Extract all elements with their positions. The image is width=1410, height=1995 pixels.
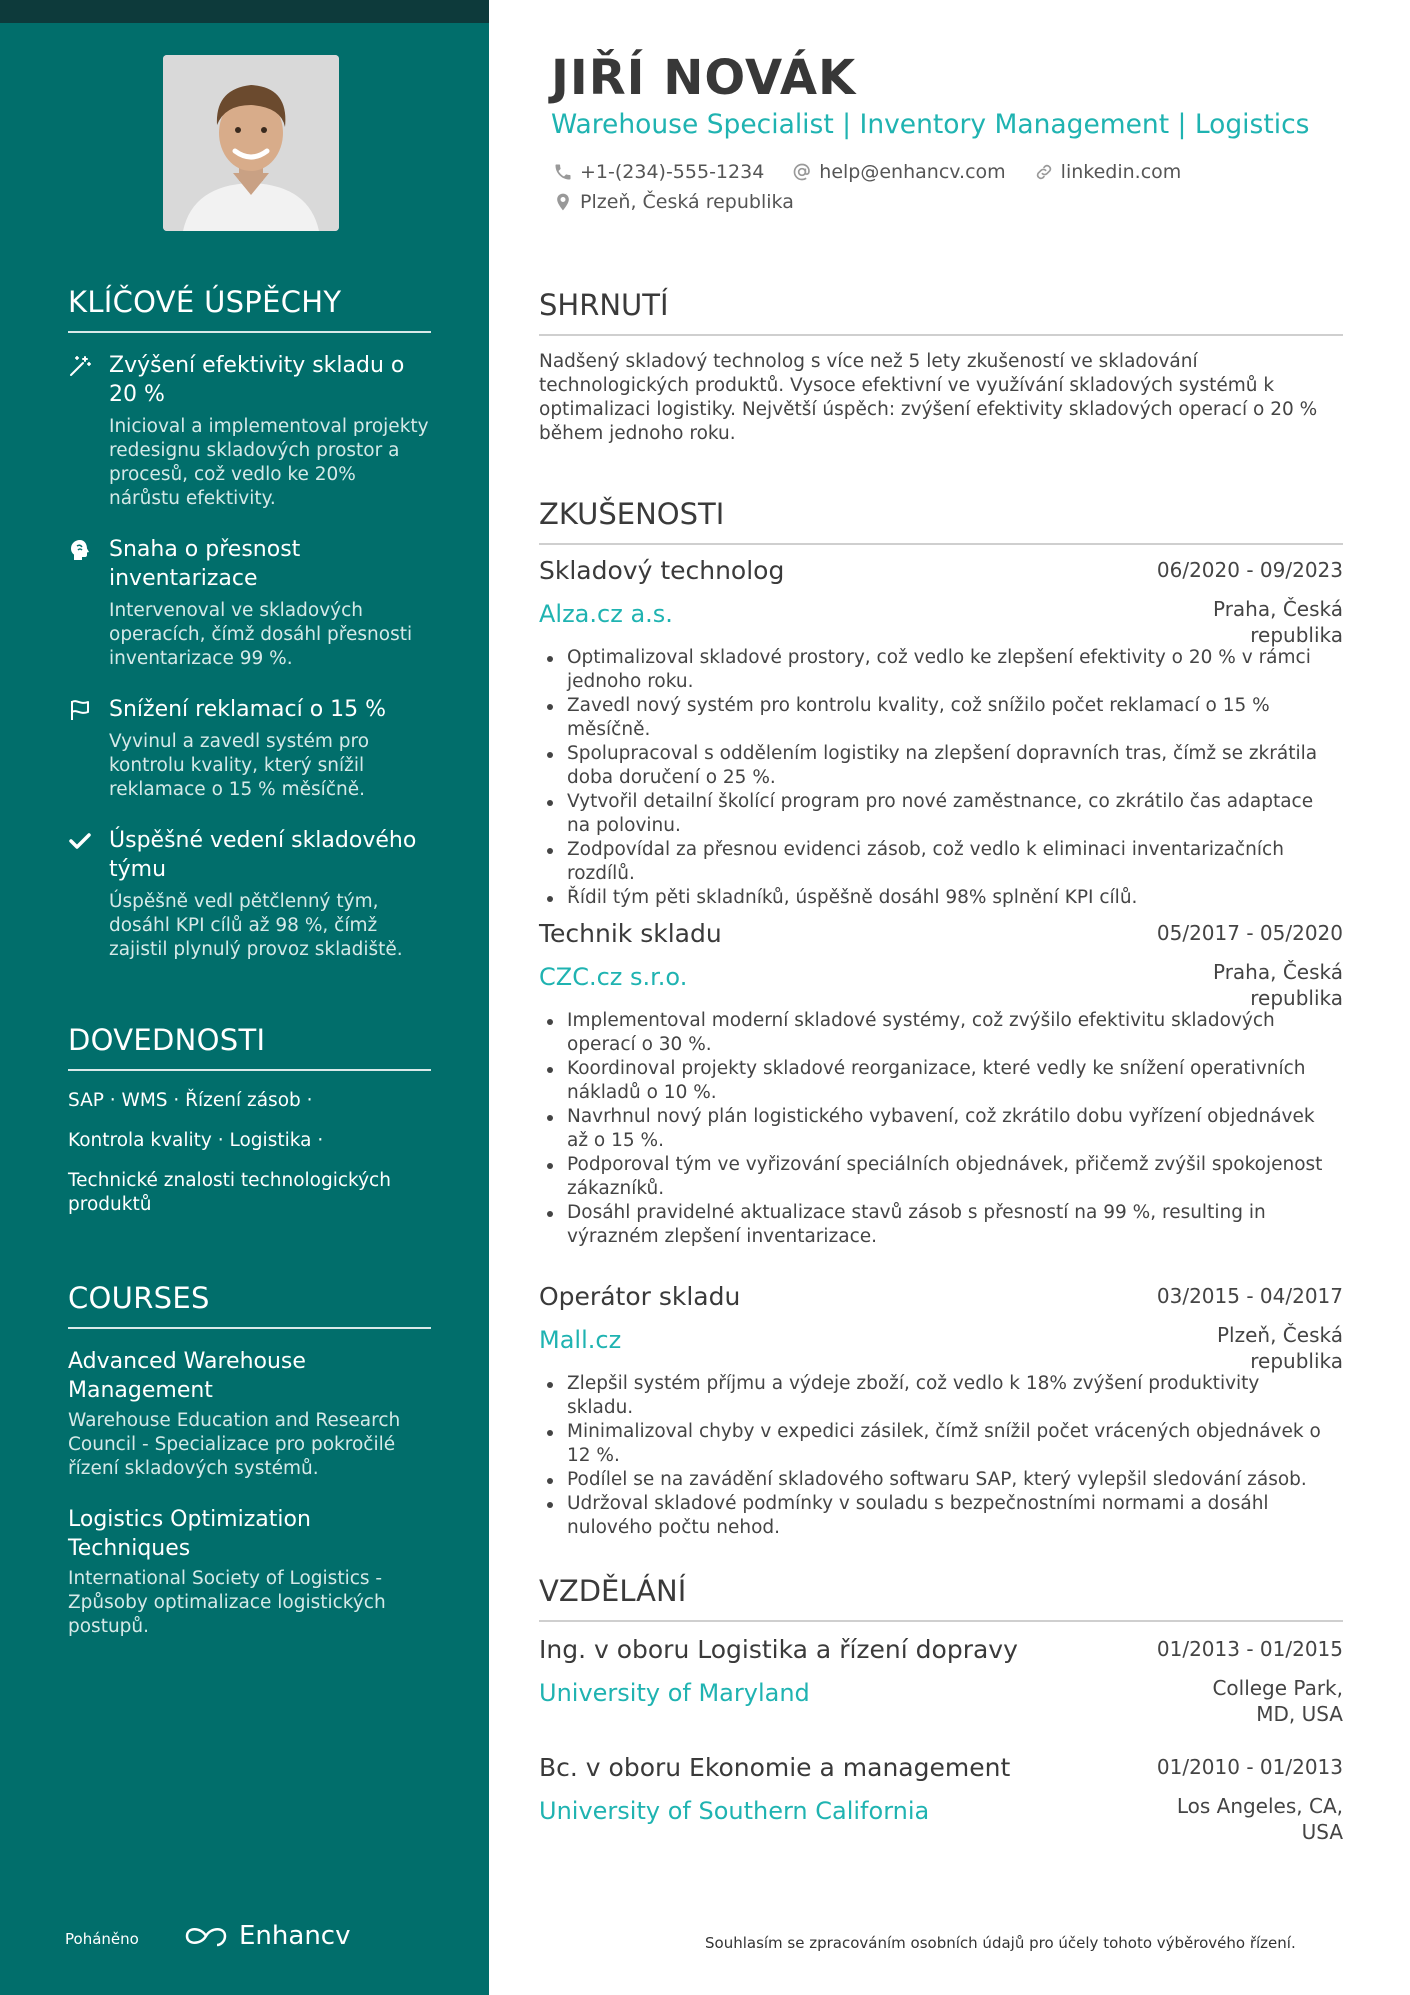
job-bullet: Podporoval tým ve vyřizování speciálních objednávek, přičemž zvýšil spokojenost zákazníků. [539, 1153, 1324, 1201]
skills-heading: DOVEDNOSTI [68, 1023, 431, 1071]
achievement-item [68, 826, 431, 962]
course-title: Logistics Optimization Techniques [68, 1507, 311, 1561]
job-bullets [539, 646, 1343, 910]
achievement-title: Snaha o přesnost inventarizace [109, 537, 301, 591]
sidebar [0, 0, 489, 1995]
job-dates: 05/2017 - 05/2020 [1156, 921, 1343, 945]
job-dates: 06/2020 - 09/2023 [1156, 558, 1343, 582]
flag-icon [68, 698, 92, 722]
job-bullet: Udržoval skladové podmínky v souladu s bezpečnostními normami a dosáhl nulového počtu nehod. [539, 1492, 1324, 1540]
job-bullet: Implementoval moderní skladové systémy, což zvýšilo efektivitu skladových operací o 30 %. [539, 1009, 1324, 1057]
job-bullet: Zlepšil systém příjmu a výdeje zboží, což vedlo k 18% zvýšení produktivity skladu. [539, 1372, 1324, 1420]
job-title: Skladový technolog [539, 556, 785, 585]
achievement-item [68, 535, 431, 671]
school-name: University of Maryland [539, 1679, 810, 1707]
skills-section [68, 1023, 431, 1233]
company-name: CZC.cz s.r.o. [539, 963, 688, 991]
profile-photo [163, 55, 339, 231]
course-description: International Society of Logistics - Způsoby optimalizace logistických postupů. [68, 1568, 386, 1637]
education-entry [539, 1635, 1343, 1726]
course-item [68, 1347, 431, 1481]
job-title: Operátor skladu [539, 1282, 741, 1311]
achievement-item [68, 695, 431, 802]
job-location: Praha, Česká republika [1212, 960, 1343, 1010]
job-bullets [539, 1009, 1343, 1249]
job-bullet: Podílel se na zavádění skladového softwaru SAP, který vylepšil sledování zásob. [539, 1468, 1324, 1492]
job-bullet: Vytvořil detailní školící program pro nové zaměstnance, co zkrátilo čas adaptace na polovinu. [539, 790, 1324, 838]
job-bullet: Řídil tým pěti skladníků, úspěšně dosáhl 98% splnění KPI cílů. [539, 886, 1324, 910]
school-name: University of Southern California [539, 1797, 930, 1825]
skills-line: Kontrola kvality · Logistika · [68, 1130, 324, 1151]
achievement-title: Zvýšení efektivity skladu o 20 % [109, 353, 405, 407]
job-entry [539, 556, 1343, 910]
skills-line: Technické znalosti technologických produktů [68, 1170, 391, 1215]
achievement-description: Inicioval a implementoval projekty redesignu skladových prostor a procesů, což vedlo ke 20% nárůstu efektivity. [109, 416, 429, 509]
education-dates: 01/2013 - 01/2015 [1156, 1637, 1343, 1661]
job-bullet: Dosáhl pravidelné aktualizace stavů zásob s přesností na 99 %, resulting in výrazném zlepšení inventarizace. [539, 1201, 1324, 1249]
school-location: College Park, MD, USA [1212, 1676, 1343, 1726]
achievement-title: Snížení reklamací o 15 % [109, 697, 387, 722]
enhancv-logo[interactable] [183, 1921, 350, 1951]
company-name: Alza.cz a.s. [539, 600, 673, 628]
degree-title: Bc. v oboru Ekonomie a management [539, 1753, 1011, 1782]
phone-text: +1-(234)-555-1234 [580, 161, 765, 183]
job-bullet: Zodpovídal za přesnou evidenci zásob, což vedlo k eliminaci inventarizačních rozdílů. [539, 838, 1324, 886]
job-dates: 03/2015 - 04/2017 [1156, 1284, 1343, 1308]
company-name: Mall.cz [539, 1326, 622, 1354]
achievement-description: Úspěšně vedl pětčlenný tým, dosáhl KPI cílů až 98 %, čímž zajistil plynulý provoz skladiště. [109, 891, 403, 960]
achievement-title: Úspěšné vedení skladového týmu [109, 828, 417, 882]
location-text: Plzeň, Česká republika [580, 191, 794, 213]
job-bullet: Koordinoval projekty skladové reorganizace, které vedly ke snížení operativních nákladů o 10 %. [539, 1057, 1324, 1105]
phone-icon [553, 162, 573, 182]
summary-text: Nadšený skladový technolog s více než 5 lety zkušeností ve skladování technologických produktů. Vysoce efektivní ve využívání skladových systémů k optimalizaci logistiky. Největší úspěch: zvýšení efektivity skladových operací o 20 % během jednoho roku. [539, 351, 1318, 444]
job-bullet: Minimalizoval chyby v expedici zásilek, čímž snížil počet vrácených objednávek o 12 %. [539, 1420, 1324, 1468]
powered-by-label: Poháněno [65, 1930, 139, 1948]
job-bullet: Navrhnul nový plán logistického vybavení, což zkrátilo dobu vyřízení objednávek až o 15 %. [539, 1105, 1324, 1153]
achievement-description: Vyvinul a zavedl systém pro kontrolu kvality, který snížil reklamace o 15 % měsíčně. [109, 731, 370, 800]
head-brain-icon [68, 538, 92, 562]
school-location: Los Angeles, CA, USA [1176, 1794, 1343, 1844]
achievement-item [68, 351, 431, 511]
education-dates: 01/2010 - 01/2013 [1156, 1755, 1343, 1779]
candidate-name: JIŘÍ NOVÁK [551, 50, 857, 106]
achievements-section [68, 285, 431, 986]
job-bullets [539, 1372, 1343, 1540]
courses-section [68, 1281, 431, 1663]
job-bullet: Optimalizoval skladové prostory, což vedlo ke zlepšení efektivity o 20 % v rámci jednoho roku. [539, 646, 1324, 694]
course-title: Advanced Warehouse Management [68, 1349, 306, 1403]
courses-heading: COURSES [68, 1281, 431, 1329]
job-bullet: Spolupracoval s oddělením logistiky na zlepšení dopravních tras, čímž se zkrátila doba doručení o 25 %. [539, 742, 1324, 790]
checkmark-icon [68, 829, 92, 853]
experience-heading: ZKUŠENOSTI [539, 497, 1343, 545]
job-title: Technik skladu [539, 919, 722, 948]
job-entry [539, 919, 1343, 1249]
candidate-headline: Warehouse Specialist | Inventory Management | Logistics [551, 109, 1310, 140]
contact-row [553, 161, 1181, 183]
enhancv-logo-icon [183, 1923, 229, 1949]
achievements-heading: KLÍČOVÉ ÚSPĚCHY [68, 285, 431, 333]
job-location: Praha, Česká republika [1212, 597, 1343, 647]
education-entry [539, 1753, 1343, 1844]
location-pin-icon [553, 192, 573, 212]
email-link[interactable]: help@enhancv.com [819, 161, 1006, 183]
link-icon [1034, 162, 1054, 182]
education-heading: VZDĚLÁNÍ [539, 1574, 1343, 1622]
magic-wand-icon [68, 354, 92, 378]
course-item [68, 1505, 431, 1639]
achievement-description: Intervenoval ve skladových operacích, čímž dosáhl přesnosti inventarizace 99 %. [109, 600, 413, 669]
summary-heading: SHRNUTÍ [539, 288, 1343, 336]
enhancv-logo-text: Enhancv [239, 1921, 351, 1951]
course-description: Warehouse Education and Research Council - Specializace pro pokročilé řízení skladových systémů. [68, 1410, 401, 1479]
job-location: Plzeň, Česká republika [1217, 1323, 1343, 1373]
skills-line: SAP · WMS · Řízení zásob · [68, 1090, 313, 1111]
location-row [553, 191, 794, 213]
sidebar-top-bar [0, 0, 489, 23]
at-icon [792, 162, 812, 182]
linkedin-link[interactable]: linkedin.com [1060, 161, 1182, 183]
consent-note: Souhlasím se zpracováním osobních údajů pro účely tohoto výběrového řízení. [705, 1934, 1296, 1952]
job-entry [539, 1282, 1343, 1540]
degree-title: Ing. v oboru Logistika a řízení dopravy [539, 1635, 1018, 1664]
job-bullet: Zavedl nový systém pro kontrolu kvality, což snížilo počet reklamací o 15 % měsíčně. [539, 694, 1324, 742]
